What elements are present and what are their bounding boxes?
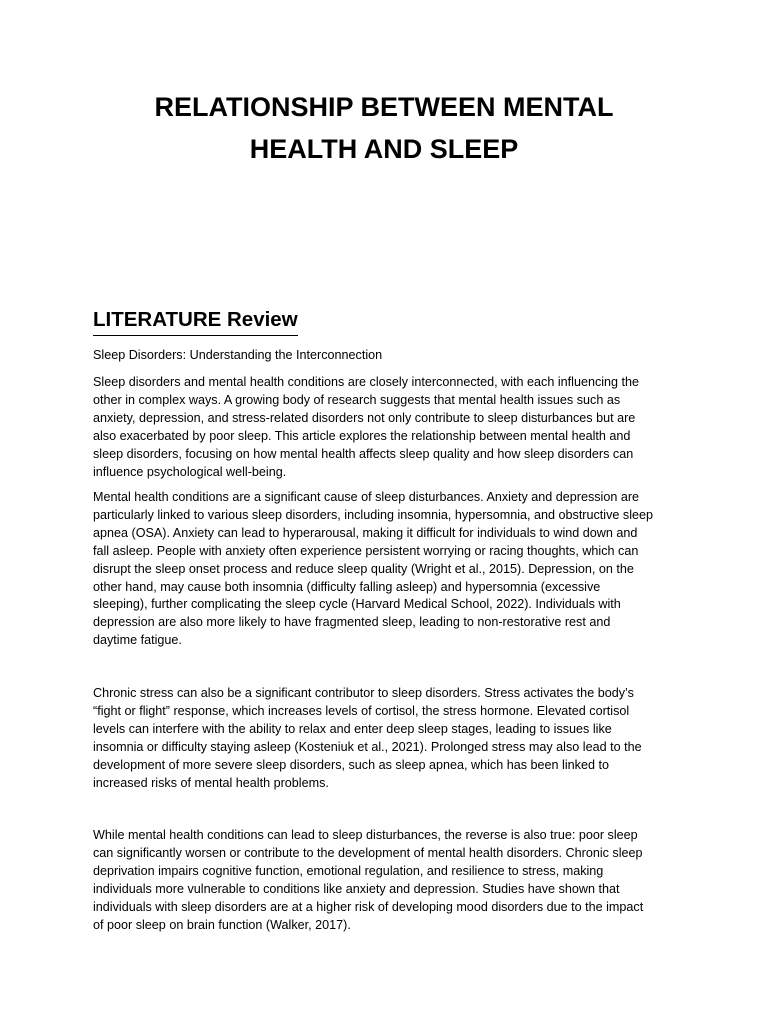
paragraph-line: While mental health conditions can lead to sleep disturbances, the reverse is also true: poor sleep (93, 828, 638, 842)
title-line: HEALTH AND SLEEP (249, 134, 519, 164)
paragraph-line: influence psychological well-being. (93, 464, 287, 479)
paragraph-line: apnea (OSA). Anxiety can lead to hyperarousal, making it difficult for individuals to wind down and (93, 525, 638, 540)
paragraph-line: particularly linked to various sleep disorders, including insomnia, hypersomnia, and obstructive sleep (93, 507, 654, 522)
paragraph-line: “fight or flight” response, which increases levels of cortisol, the stress hormone. Elevated cortisol (93, 703, 630, 718)
paragraph-line: Mental health conditions are a significant cause of sleep disturbances. Anxiety and depression are (93, 490, 640, 504)
paragraph-line: depression are also more likely to have fragmented sleep, leading to non-restorative rest and (93, 615, 611, 630)
paragraph-line: insomnia or difficulty staying asleep (Kosteniuk et al., 2021). Prolonged stress may also lead to the (93, 739, 642, 754)
subheading: Sleep Disorders: Understanding the Interconnection (93, 348, 383, 362)
paragraph (93, 685, 677, 792)
paragraph-line: other hand, may cause both insomnia (difficulty falling asleep) and hypersomnia (excessive (93, 579, 601, 594)
paragraph-line: anxiety, depression, and stress-related disorders not only contribute to sleep disturbances but are (93, 410, 636, 425)
paragraph (93, 827, 677, 934)
paragraph (93, 489, 677, 650)
paragraph-line: Chronic stress can also be a significant contributor to sleep disorders. Stress activates the body’s (93, 686, 634, 700)
paragraph-line: also exacerbated by poor sleep. This article explores the relationship between mental health and (93, 428, 631, 443)
title-line: RELATIONSHIP BETWEEN MENTAL (154, 92, 614, 122)
paragraph-line: disrupt the sleep onset process and reduce sleep quality (Wright et al., 2015). Depression, on the (93, 561, 634, 576)
paragraph-line: fall asleep. People with anxiety often experience persistent worrying or racing thoughts, which can (93, 543, 639, 558)
document-title (84, 86, 684, 170)
paragraph-line: individuals with sleep disorders are at a higher risk of developing mood disorders due to the impact (93, 899, 644, 914)
paragraph-line: sleeping), further complicating the sleep cycle (Harvard Medical School, 2022). Individuals with (93, 597, 621, 612)
paragraph-line: daytime fatigue. (93, 633, 182, 648)
paragraph-line: other in complex ways. A growing body of research suggests that mental health issues such as (93, 392, 621, 407)
paragraph-line: development of more severe sleep disorders, such as sleep apnea, which has been linked to (93, 757, 609, 772)
paragraph-line: deprivation impairs cognitive function, emotional regulation, and resilience to stress, making (93, 863, 604, 878)
paragraph-line: Sleep disorders and mental health conditions are closely interconnected, with each influencing the (93, 375, 640, 389)
section-heading: LITERATURE Review (93, 306, 298, 336)
paragraph-line: individuals more vulnerable to conditions like anxiety and depression. Studies have shown that (93, 881, 620, 896)
paragraph-line: can significantly worsen or contribute to the development of mental health disorders. Chronic sleep (93, 845, 643, 860)
paragraph-line: levels can interfere with the ability to relax and enter deep sleep stages, leading to issues like (93, 721, 612, 736)
paragraph-line: of poor sleep on brain function (Walker, 2017). (93, 917, 351, 932)
paragraph-line: sleep disorders, focusing on how mental health affects sleep quality and how sleep disorders can (93, 446, 634, 461)
paragraph-line: increased risks of mental health problems. (93, 775, 329, 790)
paragraph (93, 374, 677, 481)
